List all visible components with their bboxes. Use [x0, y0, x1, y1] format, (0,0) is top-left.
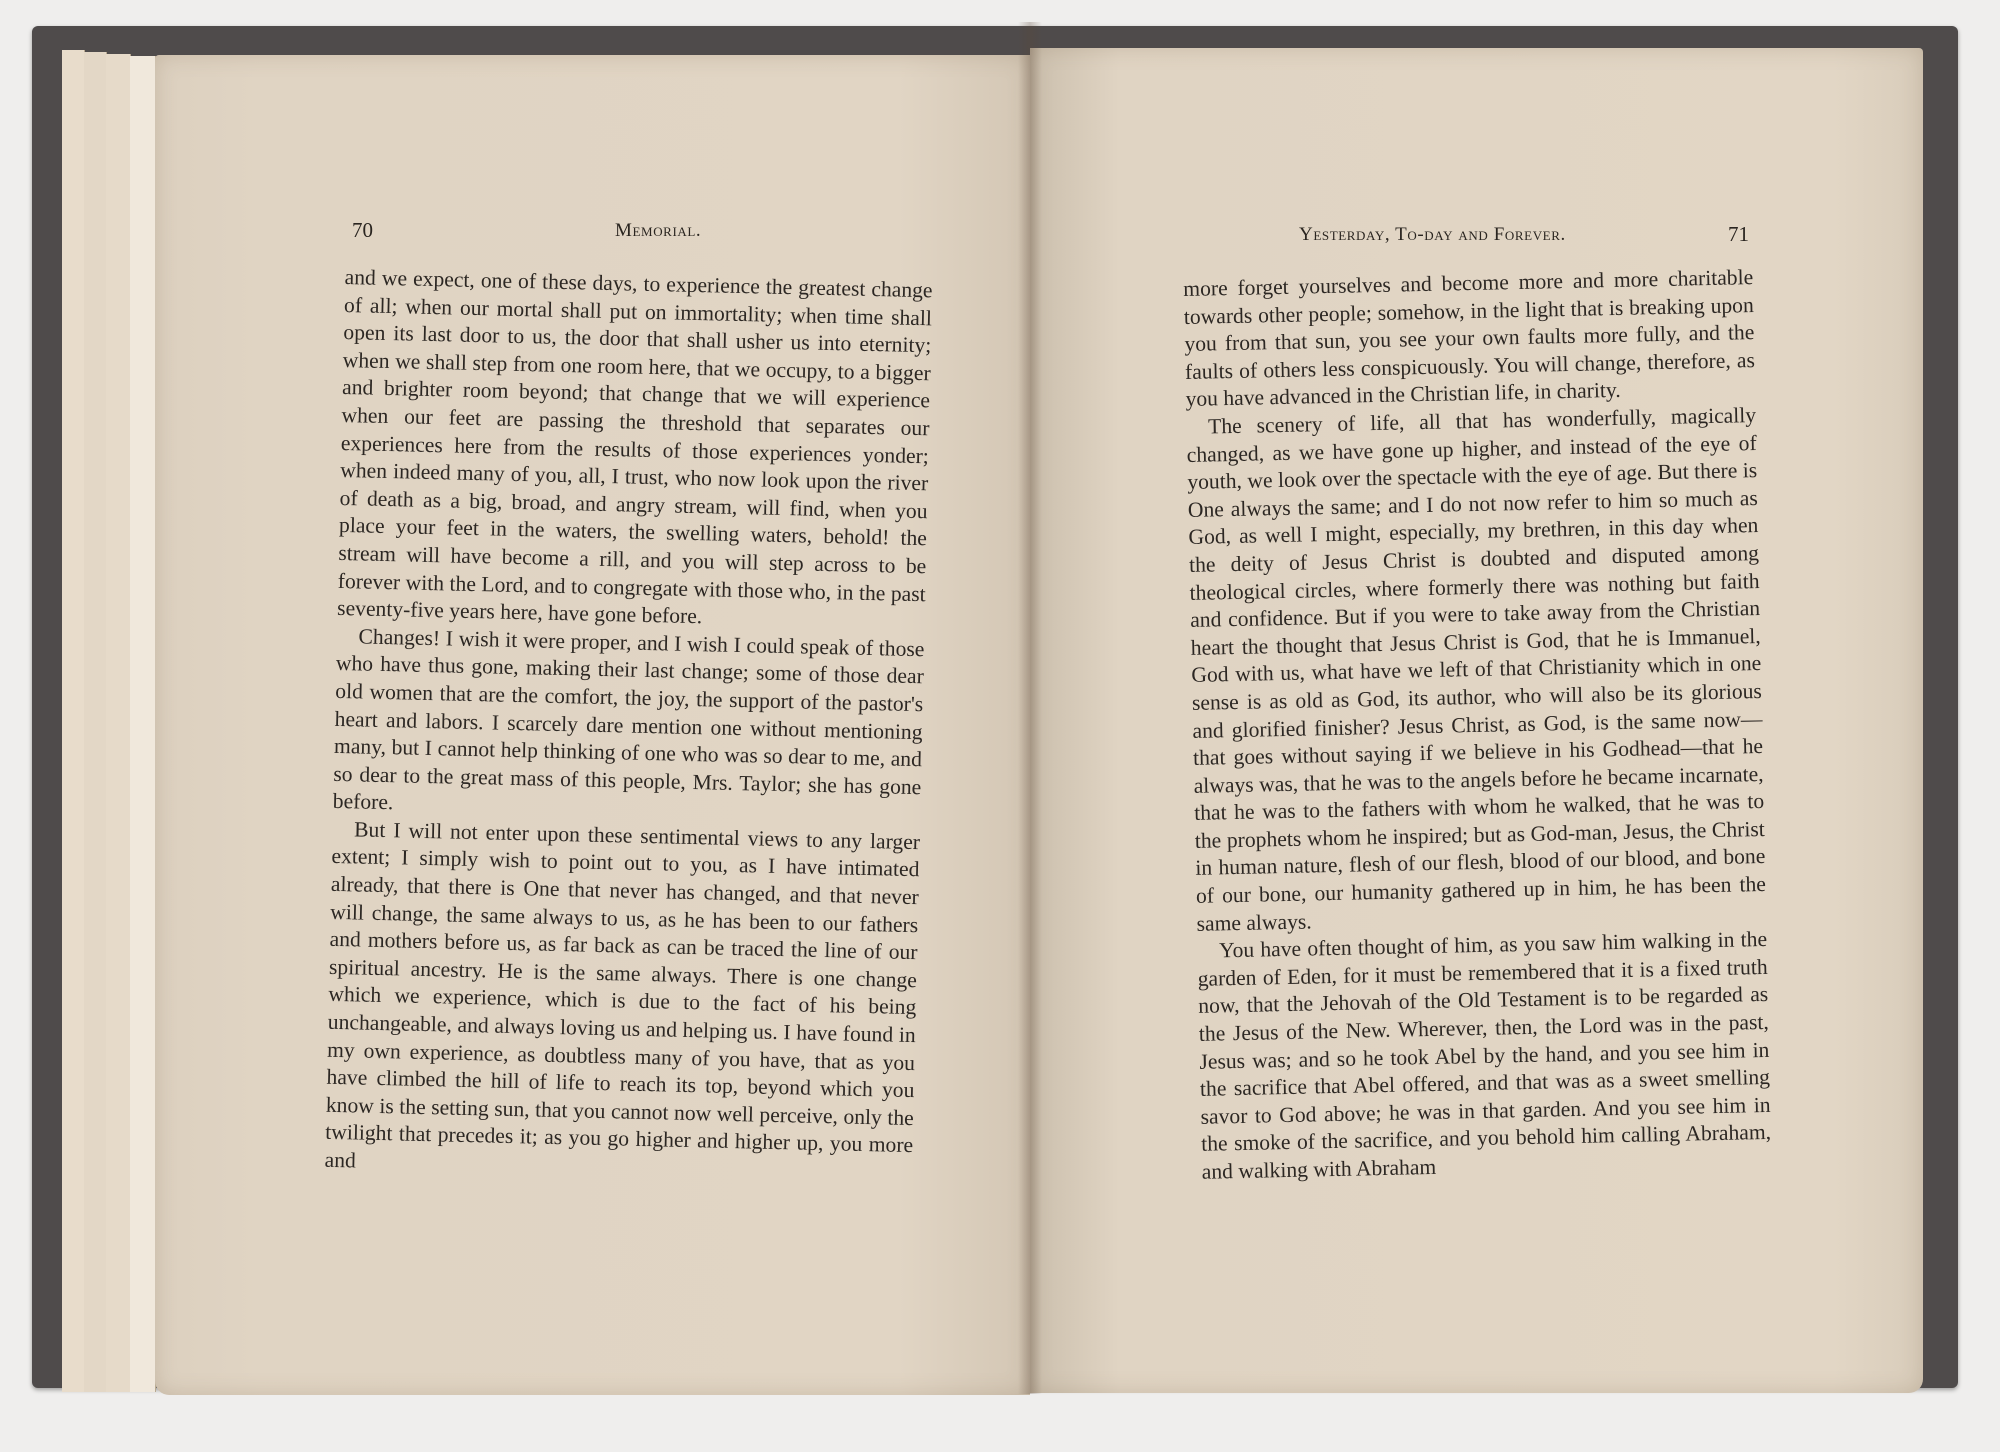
running-head-left-text: Memorial.	[615, 220, 702, 241]
right-page-body	[1183, 264, 1772, 1186]
paragraph: But I will not enter upon these sentimental views to any larger extent; I simply wish to point out to you, as I have intimated already, that there is One that never has changed, and that never will change, the same always to us, as he has been to our fathers and mothers before us, as far back as can be traced the line of our spiritual ancestry. He is the same always. There is one change which we experience, which is due to the fact of his being unchangeable, and always loving us and helping us. I have found in my own experience, as doubtless many of you have, that as you have climbed the hill of life to reach its top, beyond which you know is the setting sun, that you cannot now well perceive, only the twilight that precedes it; as you go higher and higher up, you more and	[324, 817, 921, 1173]
page-number-left: 70	[352, 218, 373, 242]
running-head-right-text: Yesterday, To-day and Forever.	[1299, 224, 1566, 245]
page-number-right: 71	[1728, 222, 1749, 246]
paragraph: Changes! I wish it were proper, and I wish I could speak of those who have thus gone, making their last change; some of those dear old women that are the comfort, the joy, the support of the pastor's heart and labors. I scarcely dare mention one without mentioning many, but I cannot help thinking of one who was so dear to me, and so dear to the great mass of this people, Mrs. Taylor; she has gone before.	[332, 624, 925, 815]
left-fore-edge-4	[130, 56, 156, 1392]
book-gutter	[1018, 22, 1042, 1394]
paragraph: The scenery of life, all that has wonderfully, magically changed, as we have gone up higher, and instead of the eye of youth, we look over the spectacle with the eye of age. But there is One always the same; and I do not now refer to him so much as God, as well I might, especially, my brethren, in this day when the deity of Jesus Christ is doubted and disputed among theological circles, where formerly there was nothing but faith and confidence. But if you were to take away from the Christian heart the thought that Jesus Christ is God, that he is Immanuel, God with us, what have we left of that Christianity which in one sense is as old as God, its author, who will also be its glorious and glorified finisher? Jesus Christ, as God, is the same now—that goes without saying if we believe in his Godhead—that he always was, that he was to the angels before he became incarnate, that he was to the fathers with whom he walked, that he was to the prophets whom he inspired; but as God-man, Jesus, the Christ in human nature, flesh of our flesh, blood of our blood, and bone of our bone, our humanity gathered up in him, he has been the same always.	[1186, 403, 1767, 936]
left-fore-edge	[62, 50, 85, 1392]
paragraph: and we expect, one of these days, to experience the greatest change of all; when our mortal shall put on immortality; when time shall open its last door to us, the door that shall usher us into eternity; when we shall step from one room here, that we occupy, to a bigger and brighter room beyond; that change that we will experience when our feet are passing the threshold that separates our experiences here from the results of those experiences yonder; when indeed many of you, all, I trust, who now look upon the river of death as a big, broad, and angry stream, will find, when you place your feet in the waters, the swelling waters, behold! the stream will have become a rill, and you will step across to be forever with the Lord, and to congregate with those who, in the past seventy-five years here, have gone before.	[336, 264, 933, 629]
left-fore-edge-2	[84, 52, 107, 1392]
paragraph: more forget yourselves and become more and more charitable towards other people; somehow, in the light that is breaking upon you from that sun, you see your own faults more fully, and the faults of others less conspicuously. You will change, therefore, as you have advanced in the Christian life, in charity.	[1183, 265, 1756, 412]
paragraph: You have often thought of him, as you saw him walking in the garden of Eden, for it must be remembered that it is a fixed truth now, that the Jehovah of the Old Testament is to be regarded as the Jesus of the New. Wherever, then, the Lord was in the past, Jesus was; and so he took Abel by the hand, and you see him in the sacrifice that Abel offered, and that was as a sweet smelling savor to God above; he was in that garden. And you see him in the smoke of the sacrifice, and you behold him calling Abraham, and walking with Abraham	[1197, 927, 1772, 1184]
left-fore-edge-3	[106, 54, 131, 1392]
running-head-right	[1299, 224, 1566, 246]
left-page-body	[324, 264, 933, 1188]
running-head-left	[615, 220, 701, 242]
